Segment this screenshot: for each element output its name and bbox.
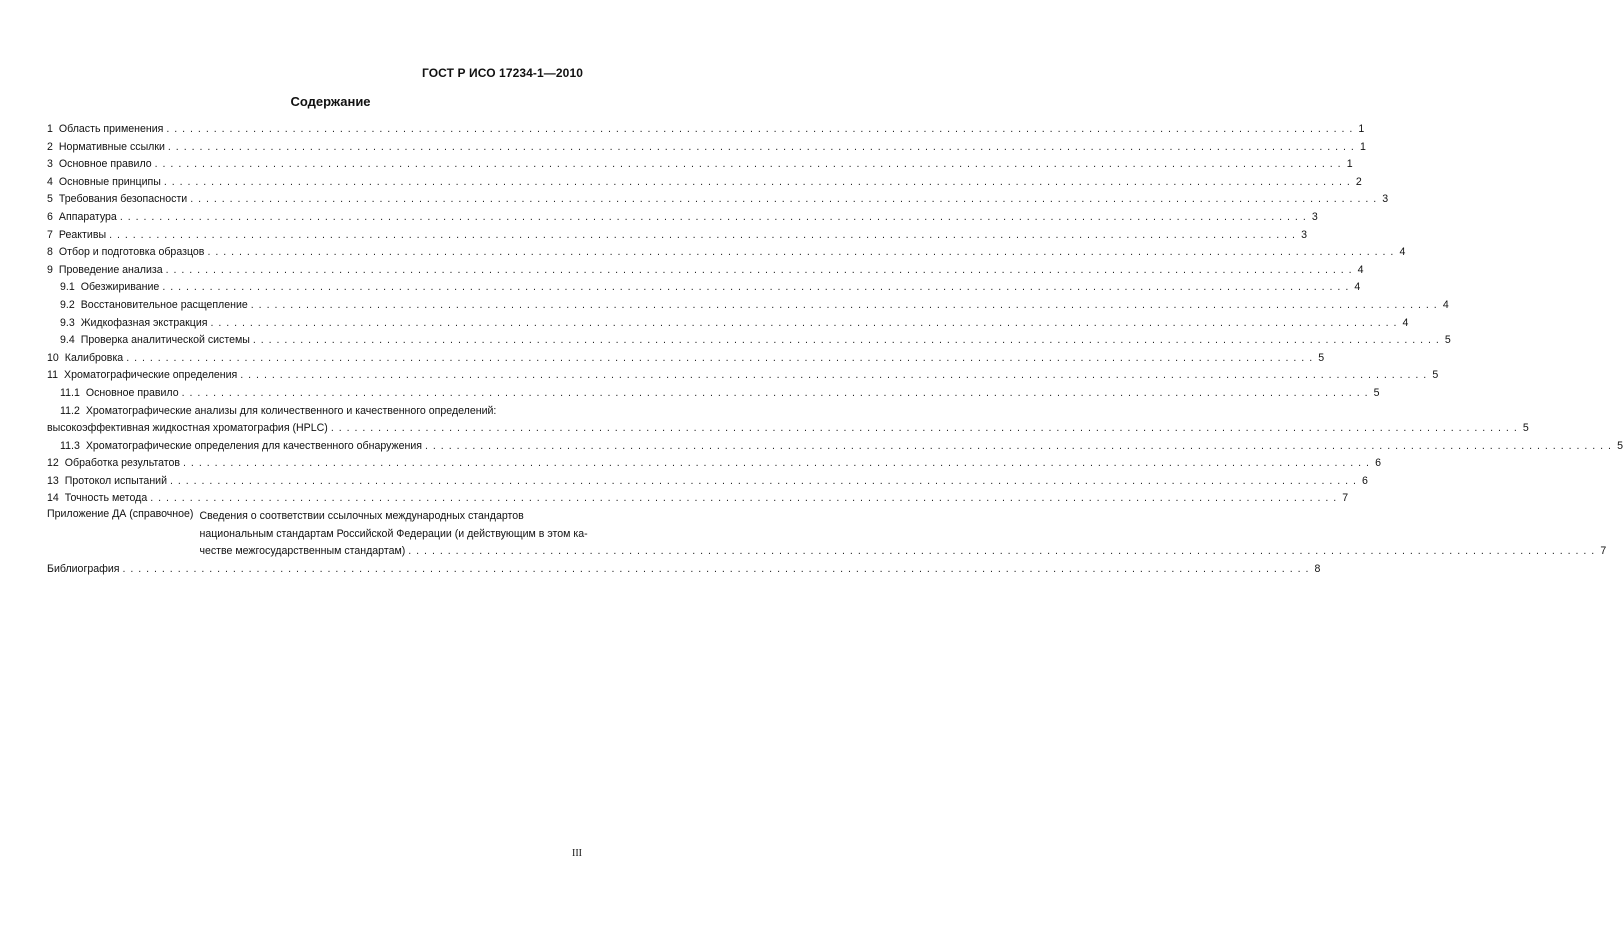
toc-entry-text: Библиография bbox=[47, 562, 120, 575]
page-number: III bbox=[572, 848, 582, 859]
toc-entry-number: 11.2 bbox=[60, 404, 80, 417]
toc-entry-number: 9.2 bbox=[60, 298, 75, 311]
toc-entry-text: Протокол испытаний bbox=[64, 474, 167, 487]
appendix-line-text: Сведения о соответствии ссылочных международных стандартов bbox=[199, 510, 524, 523]
toc-entry-text: Реактивы bbox=[58, 228, 107, 241]
toc-entry-text: Хроматографические анализы для количественного и качественного определений: bbox=[85, 404, 497, 417]
leader-dots bbox=[166, 121, 1353, 139]
toc-entry-page: 1 bbox=[1346, 158, 1353, 171]
leader-dots bbox=[166, 262, 1353, 280]
toc-entry-page: 3 bbox=[1382, 193, 1389, 206]
toc-entry-number: 1 bbox=[47, 123, 53, 135]
toc-entry-page: 3 bbox=[1301, 228, 1307, 241]
toc-entry-page: 4 bbox=[1357, 263, 1364, 276]
toc-subentry[interactable] bbox=[47, 438, 1623, 456]
appendix-line-text: национальным стандартам Российской Федерации (и действующим в этом ка- bbox=[199, 527, 588, 540]
leader-dots bbox=[109, 227, 1296, 245]
toc-entry-number: 10 bbox=[47, 351, 59, 364]
appendix-line-text: честве межгосударственным стандартам) bbox=[199, 545, 406, 558]
leader-dots bbox=[408, 543, 1595, 561]
toc-entry-number: 7 bbox=[47, 228, 53, 241]
toc-entry-page: 7 bbox=[1600, 545, 1607, 558]
toc-appendix[interactable] bbox=[47, 508, 1607, 561]
toc-entry-page: 5 bbox=[1522, 422, 1529, 435]
leader-dots bbox=[207, 244, 1394, 262]
document-code: ГОСТ Р ИСО 17234-1—2010 bbox=[421, 66, 583, 80]
leader-dots bbox=[122, 561, 1309, 579]
toc-entry-page: 6 bbox=[1375, 457, 1381, 470]
toc-entry-page: 5 bbox=[1617, 439, 1623, 452]
toc-entry-text: Хроматографические определения bbox=[64, 369, 238, 382]
toc-entry-number: 2 bbox=[47, 140, 53, 153]
toc-entry-number: 9.1 bbox=[60, 281, 75, 294]
leader-dots bbox=[331, 420, 1518, 438]
toc-entry[interactable] bbox=[47, 191, 1389, 209]
toc-subentry[interactable] bbox=[47, 385, 1380, 403]
toc-entry-number: 9 bbox=[47, 263, 53, 276]
appendix-body bbox=[199, 508, 1606, 561]
leader-dots bbox=[170, 473, 1357, 491]
leader-dots bbox=[190, 191, 1377, 209]
toc-entry-number: 3 bbox=[47, 158, 53, 171]
toc-entry-text: высокоэффективная жидкостная хроматография (HPLC) bbox=[47, 422, 328, 435]
toc-entry-text: Основное правило bbox=[85, 386, 179, 399]
leader-dots bbox=[210, 315, 1397, 333]
toc-subentry-line[interactable] bbox=[47, 403, 583, 421]
toc-entry-number: 5 bbox=[47, 193, 53, 206]
toc-entry-text: Область применения bbox=[58, 123, 164, 135]
toc-entry-number: 11 bbox=[47, 369, 58, 382]
toc-entry-page: 4 bbox=[1402, 316, 1409, 329]
table-of-contents bbox=[47, 121, 1623, 578]
toc-entry-number: 9.3 bbox=[60, 316, 75, 329]
toc-entry-page: 5 bbox=[1373, 386, 1380, 399]
leader-dots bbox=[253, 332, 1440, 350]
toc-entry-text: Нормативные ссылки bbox=[58, 140, 165, 153]
toc-entry[interactable] bbox=[47, 121, 1365, 139]
toc-entry[interactable] bbox=[47, 350, 1325, 368]
toc-subentry[interactable] bbox=[47, 279, 1361, 297]
toc-entry-page: 7 bbox=[1342, 492, 1349, 505]
toc-entry-number: 13 bbox=[47, 474, 59, 487]
toc-entry-text: Требования безопасности bbox=[58, 193, 188, 206]
leader-dots bbox=[150, 490, 1337, 508]
toc-entry-text: Проверка аналитической системы bbox=[80, 334, 250, 347]
toc-entry-text: Восстановительное расщепление bbox=[80, 298, 248, 311]
appendix-line bbox=[199, 543, 1606, 561]
leader-dots bbox=[162, 279, 1349, 297]
toc-entry-number: 12 bbox=[47, 457, 59, 470]
toc-entry-number: 4 bbox=[47, 175, 53, 188]
leader-dots bbox=[155, 156, 1342, 174]
appendix-line bbox=[199, 508, 1606, 526]
toc-entry-number: 8 bbox=[47, 246, 53, 259]
toc-entry-number: 6 bbox=[47, 210, 53, 223]
toc-entry-text: Калибровка bbox=[64, 351, 124, 364]
toc-entry-page: 5 bbox=[1432, 369, 1439, 382]
toc-entry-text: Обезжиривание bbox=[80, 281, 160, 294]
toc-bibliography[interactable] bbox=[47, 561, 1321, 579]
toc-entry-number: 9.4 bbox=[60, 334, 75, 347]
appendix-label: Приложение ДА (справочное) bbox=[47, 508, 194, 521]
toc-entry-page: 4 bbox=[1442, 298, 1449, 311]
toc-entry-page: 8 bbox=[1314, 562, 1321, 575]
toc-entry-page: 1 bbox=[1359, 140, 1366, 153]
leader-dots bbox=[126, 350, 1313, 368]
toc-entry-page: 1 bbox=[1358, 123, 1365, 135]
toc-entry-text: Обработка результатов bbox=[64, 457, 181, 470]
toc-entry[interactable] bbox=[47, 209, 1318, 227]
leader-dots bbox=[240, 367, 1427, 385]
toc-entry[interactable] bbox=[47, 227, 1307, 245]
toc-title: Содержание bbox=[290, 94, 371, 109]
toc-entry[interactable] bbox=[47, 367, 1439, 385]
toc-entry-text: Отбор и подготовка образцов bbox=[58, 246, 205, 259]
toc-entry-text: Хроматографические определения для качественного обнаружения bbox=[85, 439, 423, 452]
toc-entry-text: Аппаратура bbox=[58, 210, 117, 223]
toc-entry[interactable] bbox=[47, 473, 1368, 491]
toc-entry-number: 11.3 bbox=[60, 439, 80, 452]
toc-entry[interactable] bbox=[47, 490, 1349, 508]
toc-subentry-continuation[interactable] bbox=[47, 420, 1529, 438]
toc-entry-number: 14 bbox=[47, 492, 59, 505]
toc-entry-page: 3 bbox=[1311, 210, 1318, 223]
leader-dots bbox=[183, 455, 1370, 473]
leader-dots bbox=[164, 174, 1351, 192]
toc-entry-page: 2 bbox=[1355, 175, 1362, 188]
leader-dots bbox=[120, 209, 1307, 227]
toc-entry[interactable] bbox=[47, 174, 1362, 192]
toc-entry-text: Проведение анализа bbox=[58, 263, 163, 276]
leader-dots bbox=[168, 139, 1355, 157]
toc-subentry[interactable] bbox=[47, 332, 1451, 350]
toc-entry-text: Жидкофазная экстракция bbox=[80, 316, 208, 329]
toc-subentry[interactable] bbox=[47, 315, 1409, 333]
appendix-line bbox=[199, 526, 1606, 544]
toc-entry-page: 4 bbox=[1354, 281, 1361, 294]
leader-dots bbox=[251, 297, 1438, 315]
toc-entry-page: 4 bbox=[1399, 246, 1406, 259]
toc-entry[interactable] bbox=[47, 156, 1353, 174]
toc-entry-page: 6 bbox=[1362, 474, 1368, 487]
toc-entry-page: 5 bbox=[1444, 334, 1451, 347]
toc-entry[interactable] bbox=[47, 244, 1406, 262]
toc-entry-number: 11.1 bbox=[60, 386, 80, 399]
toc-entry-text: Основное правило bbox=[58, 158, 152, 171]
toc-entry-text: Основные принципы bbox=[58, 175, 161, 188]
toc-subentry[interactable] bbox=[47, 297, 1449, 315]
toc-entry[interactable] bbox=[47, 139, 1366, 157]
leader-dots bbox=[182, 385, 1369, 403]
leader-dots bbox=[425, 438, 1612, 456]
toc-entry-page: 5 bbox=[1318, 351, 1325, 364]
toc-entry[interactable] bbox=[47, 455, 1381, 473]
toc-entry-text: Точность метода bbox=[64, 492, 148, 505]
toc-entry[interactable] bbox=[47, 262, 1364, 280]
